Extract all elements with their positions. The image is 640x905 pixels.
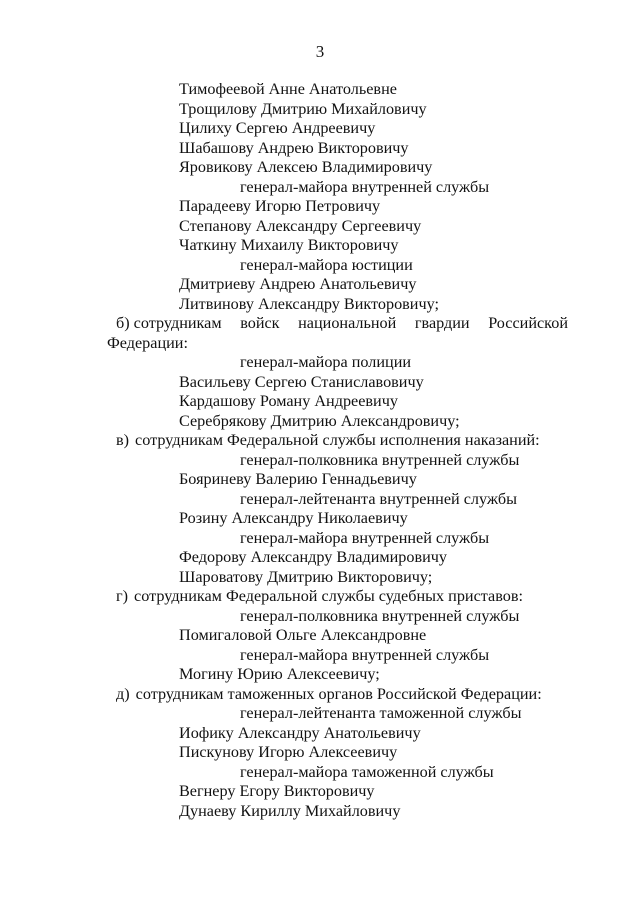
person-name: Степанову Александру Сергеевичу bbox=[179, 216, 422, 235]
person-name: Помигаловой Ольге Александровне bbox=[179, 626, 427, 644]
person-name: Вегнеру Егору Викторовичу bbox=[179, 782, 375, 800]
rank-heading: генерал-полковника внутренней службы bbox=[240, 606, 520, 625]
section-g-heading bbox=[0, 587, 640, 607]
section-g-label: г) bbox=[116, 587, 129, 605]
person-name: Иофику Александру Анатольевичу bbox=[179, 723, 421, 742]
rank-heading: генерал-лейтенанта таможенной службы bbox=[240, 704, 522, 722]
page-number: 3 bbox=[315, 42, 325, 61]
person-name: Розину Александру Николаевичу bbox=[179, 509, 408, 527]
section-d-label: д) bbox=[116, 684, 130, 703]
section-b-word: Российской bbox=[488, 314, 568, 332]
person-name: Цилиху Сергею Андреевичу bbox=[179, 119, 376, 137]
person-name: Федорову Александру Владимировичу bbox=[179, 548, 448, 566]
list-block-v bbox=[0, 451, 640, 588]
section-g-text: сотрудникам Федеральной службы судебных приставов: bbox=[134, 587, 523, 605]
section-b-continuation: Федерации: bbox=[107, 333, 188, 352]
person-name: Васильеву Сергею Станиславовичу bbox=[179, 372, 424, 391]
rank-heading: генерал-майора внутренней службы bbox=[240, 177, 490, 196]
list-block-d bbox=[0, 704, 640, 821]
person-name: Пискунову Игорю Алексеевичу bbox=[179, 743, 398, 761]
section-b-heading bbox=[0, 314, 640, 334]
rank-heading: генерал-майора таможенной службы bbox=[240, 762, 494, 781]
person-name: Кардашову Роману Андреевичу bbox=[179, 392, 398, 410]
rank-heading: генерал-майора полиции bbox=[240, 353, 412, 371]
list-block-a bbox=[0, 80, 640, 314]
person-name: Дмитриеву Андрею Анатольевичу bbox=[179, 275, 417, 293]
section-b-word: войск bbox=[240, 314, 280, 332]
person-name: Шароватову Дмитрию Викторовичу; bbox=[179, 567, 433, 586]
person-name: Трощилову Дмитрию Михайловичу bbox=[179, 99, 427, 118]
section-d-heading bbox=[0, 685, 640, 705]
section-b-word: гвардии bbox=[414, 314, 470, 332]
person-name: Литвинову Александру Викторовичу; bbox=[179, 294, 439, 313]
list-block-g bbox=[0, 607, 640, 685]
section-v-heading bbox=[0, 431, 640, 451]
section-v-text: сотрудникам Федеральной службы исполнения наказаний: bbox=[135, 431, 540, 449]
section-d-text: сотрудникам таможенных органов Российской Федерации: bbox=[135, 684, 542, 703]
rank-heading: генерал-майора внутренней службы bbox=[240, 528, 490, 547]
list-block-b bbox=[0, 353, 640, 431]
rank-heading: генерал-майора юстиции bbox=[240, 255, 413, 274]
person-name: Чаткину Михаилу Викторовичу bbox=[179, 236, 399, 254]
person-name: Бояриневу Валерию Геннадьевичу bbox=[179, 470, 417, 488]
person-name: Могину Юрию Алексеевичу; bbox=[179, 665, 380, 683]
person-name: Шабашову Андрею Викторовичу bbox=[179, 138, 409, 157]
person-name: Тимофеевой Анне Анатольевне bbox=[179, 80, 397, 98]
document-body bbox=[0, 80, 640, 821]
person-name: Дунаеву Кириллу Михайловичу bbox=[179, 801, 401, 820]
person-name: Яровикову Алексею Владимировичу bbox=[179, 158, 433, 176]
section-v-label: в) bbox=[116, 431, 130, 449]
person-name: Парадееву Игорю Петровичу bbox=[179, 197, 381, 215]
section-b-word: б) сотрудникам bbox=[116, 314, 222, 332]
person-name: Серебрякову Дмитрию Александровичу; bbox=[179, 411, 460, 430]
section-b-word: национальной bbox=[298, 314, 397, 332]
rank-heading: генерал-лейтенанта внутренней службы bbox=[240, 489, 517, 508]
rank-heading: генерал-полковника внутренней службы bbox=[240, 450, 520, 469]
rank-heading: генерал-майора внутренней службы bbox=[240, 645, 490, 664]
